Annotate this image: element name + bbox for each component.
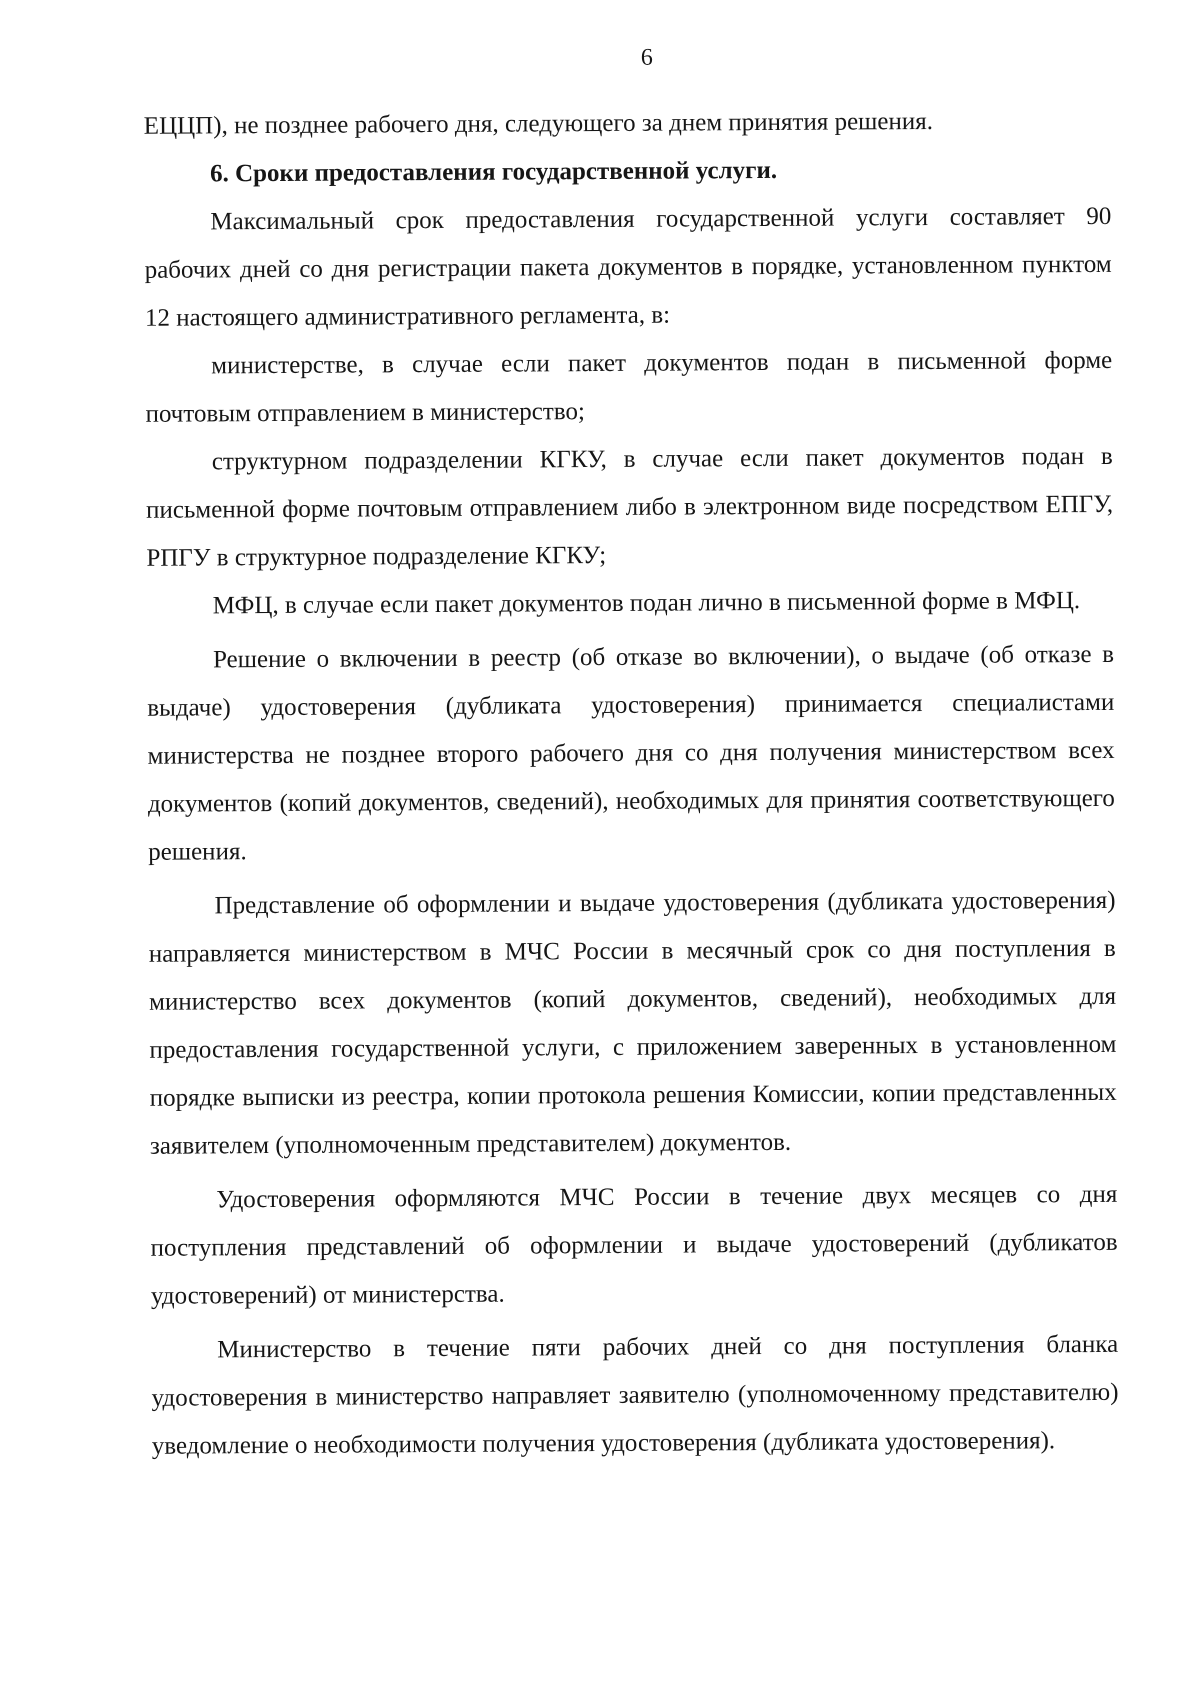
paragraph-notification: Министерство в течение пяти рабочих дней со дня поступления бланка удостоверения в министерство направляет заявителю (уполномоченному представителю) уведомление о необходимости получения удостоверения (дубликата удостоверения).	[151, 1330, 1119, 1460]
paragraph-mfc: МФЦ, в случае если пакет документов подан лично в письменной форме в МФЦ.	[212, 587, 1081, 620]
page-number: 6	[640, 44, 653, 71]
paragraph-kgku: структурном подразделении КГКУ, в случае если пакет документов подан в письменной форме почтовым отправлением либо в электронном виде посредством ЕПГУ, РПГУ в структурное подразделение КГКУ;	[146, 442, 1114, 572]
paragraph-certificates: Удостоверения оформляются МЧС России в течение двух месяцев со дня поступления представлений об оформлении и выдаче удостоверений (дубликатов удостоверений) от министерства.	[150, 1180, 1118, 1310]
paragraph-max-term: Максимальный срок предоставления государственной услуги составляет 90 рабочих дней со дня регистрации пакета документов в порядке, установленном пунктом 12 настоящего административного регламента, в:	[144, 202, 1112, 332]
paragraph-ministry: министерстве, в случае если пакет документов подан в письменной форме почтовым отправлением в министерство;	[145, 346, 1113, 428]
paragraph-submission: Представление об оформлении и выдаче удостоверения (дубликата удостоверения) направляется министерством в МЧС России в месячный срок со дня поступления в министерство всех документов (копий документов, сведений), необходимых для предоставления государственной услуги, с приложением заверенных в установленном порядке выписки из реестра, копии протокола решения Комиссии, копии представленных заявителем (уполномоченным представителем) документов.	[148, 886, 1117, 1160]
section-heading: 6. Сроки предоставления государственной услуги.	[209, 156, 778, 188]
paragraph-decision: Решение о включении в реестр (об отказе во включении), о выдаче (об отказе в выдаче) удостоверения (дубликата удостоверения) принимается специалистами министерства не позднее второго рабочего дня со дня получения министерством всех документов (копий документов, сведений), необходимых для принятия соответствующего решения.	[147, 640, 1115, 866]
continuation-text: ЕЦЦП), не позднее рабочего дня, следующего за днем принятия решения.	[143, 107, 934, 140]
